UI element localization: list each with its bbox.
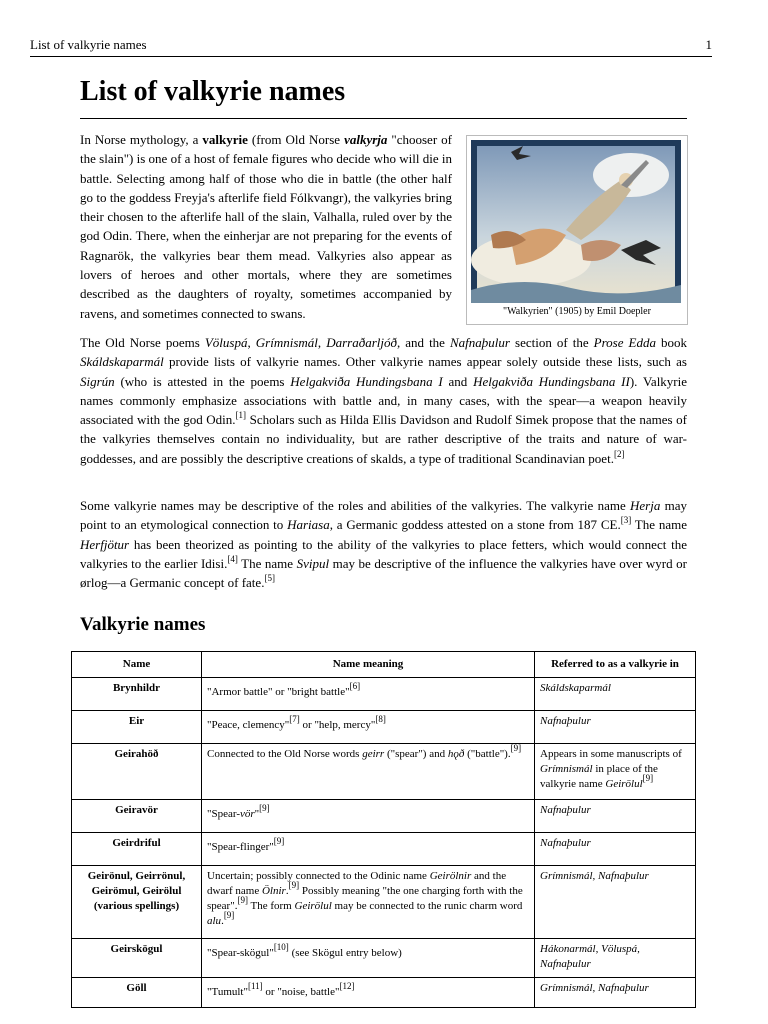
cell-meaning: "Armor battle" or "bright battle"[6] [202,678,535,711]
table-row [72,866,696,939]
table-row [72,711,696,744]
paragraph-lists: The Old Norse poems Völuspá, Grímnismál, Darraðarljóð, and the Nafnaþulur section of the Prose Edda book Skáldskaparmál provide lists of valkyrie names. Other valkyrie names appear solely outside these lists, such as Sigrún (who is attested in the poems Helgakviða Hundingsbana I and Helgakviða Hundingsbana II). Valkyrie names commonly emphasize associations with battle and, in many cases, with the spear—a weapon heavily associated with the god Odin.[1] Scholars such as Hilda Ellis Davidson and Rudolf Simek propose that the names of the valkyries themselves contain no individuality, but are rather descriptive of the traits and nature of war-goddesses, and are possibly the descriptive creations of skalds, a type of traditional Scandinavian poet.[2] [80,335,688,466]
cell-meaning: "Spear-flinger"[9] [202,833,535,866]
cell-meaning: "Spear-skögul"[10] (see Skögul entry below) [202,939,535,978]
cell-name: Göll [72,978,202,1008]
cell-meaning: "Tumult"[11] or "noise, battle"[12] [202,978,535,1008]
walkyrien-painting [471,140,681,303]
cell-referred: Nafnaþulur [535,833,696,866]
cell-meaning: Uncertain; possibly connected to the Odinic name Geirölnir and the dwarf name Ölnir.[9] Possibly meaning "the one charging forth with the spear".[9] The form Geirölul may be connected to the runic charm word alu.[9] [202,866,535,939]
figure-caption: "Walkyrien" (1905) by Emil Doepler [503,306,651,317]
valkyrie-names-table [71,651,696,1008]
cell-name: Geirahöð [72,744,202,800]
col-name-header: Name [72,652,202,678]
valkyrie-figure[interactable] [466,135,688,325]
cell-name: Geiravör [72,800,202,833]
cell-name: Eir [72,711,202,744]
cell-referred: Appears in some manuscripts of Grímnismál in place of the valkyrie name Geirölul[9] [535,744,696,800]
cell-meaning: "Peace, clemency"[7] or "help, mercy"[8] [202,711,535,744]
citation-2[interactable]: [2] [613,448,625,459]
term-valkyrie[interactable]: valkyrie [202,132,248,147]
cell-referred: Skáldskaparmál [535,678,696,711]
running-header-title: List of valkyrie names [30,37,147,52]
cell-name: Geirdriful [72,833,202,866]
section-heading: Valkyrie names [80,614,206,635]
cell-name: Geirskögul [72,939,202,978]
citation-5[interactable]: [5] [264,573,275,584]
page-title: List of valkyrie names [80,76,346,107]
col-referred-header: Referred to as a valkyrie in [535,652,696,678]
col-meaning-header: Name meaning [202,652,535,678]
title-rule [80,118,687,119]
cell-name: Brynhildr [72,678,202,711]
table-header-row [72,652,696,678]
term-valkyrja: valkyrja [344,132,388,147]
page-number: 1 [705,37,712,52]
table-row [72,978,696,1008]
citation-1[interactable]: [1] [235,410,247,421]
table-row [72,800,696,833]
cell-referred: Grímnismál, Nafnaþulur [535,978,696,1008]
table-row [72,939,696,978]
table-row [72,833,696,866]
cell-referred: Grímnismál, Nafnaþulur [535,866,696,939]
table-row [72,678,696,711]
cell-name: Geirönul, Geirrönul, Geirömul, Geirölul (various spellings) [72,866,202,939]
citation-4[interactable]: [4] [227,553,238,564]
cell-meaning: Connected to the Old Norse words geirr ("spear") and hǫð ("battle").[9] [202,744,535,800]
cell-referred: Nafnaþulur [535,711,696,744]
cell-referred: Nafnaþulur [535,800,696,833]
cell-meaning: "Spear-vör"[9] [202,800,535,833]
paragraph-roles: Some valkyrie names may be descriptive of the roles and abilities of the valkyries. The valkyrie name Herja may point to an etymological connection to Hariasa, a Germanic goddess attested on a stone from 187 CE.[3] The name Herfjötur has been theorized as pointing to the ability of the valkyries to place fetters, which would connect the valkyries to the earlier Idisi.[4] The name Svipul may be descriptive of the influence the valkyries have over wyrd or ørlog—a Germanic concept of fate.[5] [80,498,687,591]
citation-3[interactable]: [3] [620,515,632,526]
cell-referred: Hákonarmál, Völuspá, Nafnaþulur [535,939,696,978]
running-header [30,37,712,57]
table-row [72,744,696,800]
intro-paragraph: In Norse mythology, a valkyrie (from Old Norse valkyrja "chooser of the slain") is one of a host of female figures who decide who will die in battle. Selecting among half of those who die in battle (the other half go to the goddess Freyja's afterlife field Fólkvangr), the valkyries bring their chosen to the afterlife hall of the slain, Valhalla, ruled over by the god Odin. There, when the einherjar are not preparing for the events of Ragnarök, the valkyries bear them mead. Valkyries also appear as lovers of heroes and other mortals, where they are sometimes described as the daughters of royalty, sometimes accompanied by ravens, and sometimes connected to swans. [80,132,452,321]
